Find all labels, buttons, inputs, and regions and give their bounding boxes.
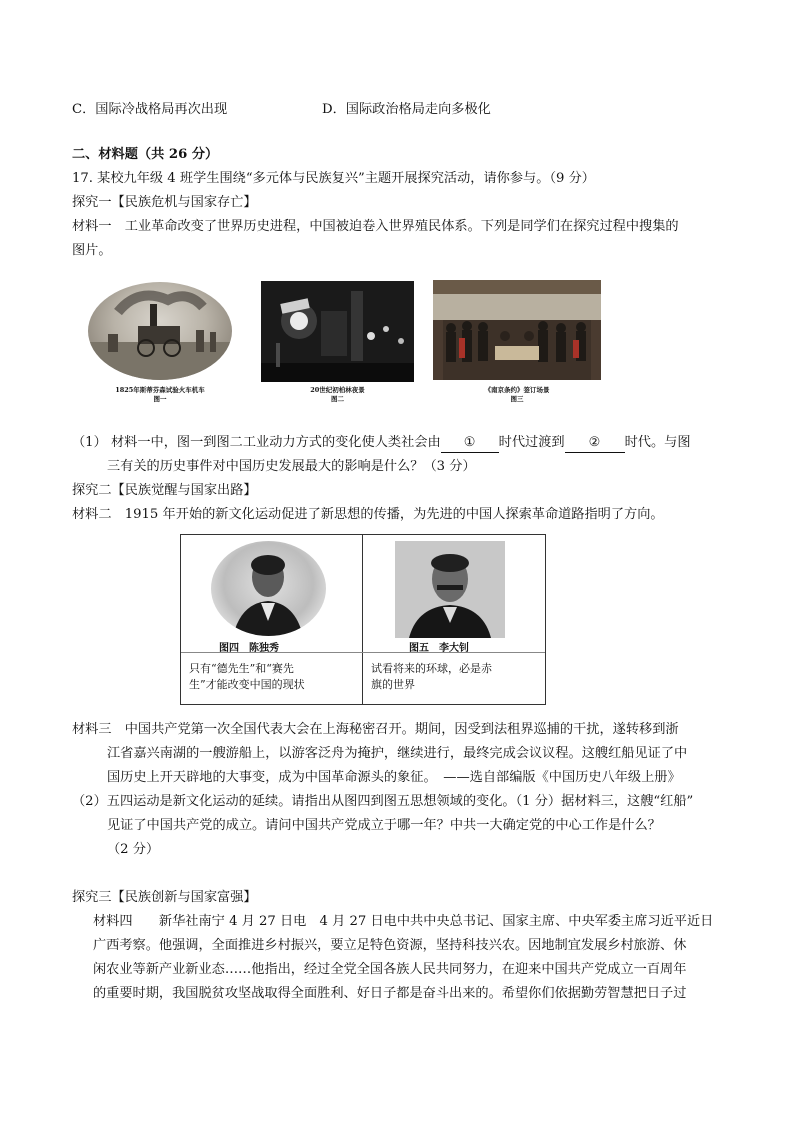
section-title: 二、材料题（共 26 分） — [72, 147, 219, 162]
option-d: D．国际政治格局走向多极化 — [322, 102, 491, 117]
explore-2-title: 探究二【民族觉醒与国家出路】 — [72, 483, 257, 498]
figure-4-quote-line-2: 生”才能改变中国的现状 — [189, 678, 305, 691]
question-1-line-2: 三有关的历史事件对中国历史发展最大的影响是什么？（3 分） — [107, 459, 476, 474]
explore-1-title: 探究一【民族危机与国家存亡】 — [72, 195, 257, 210]
figure-5-li-dazhao-portrait — [395, 541, 505, 638]
material-4-line-1: 材料四 新华社南宁 4 月 27 日电 4 月 27 日电中共中央总书记、国家主席、中央军委主席习近平近日 — [93, 914, 714, 929]
figure-5-quote-line-1: 试看将来的环球，必是赤 — [371, 662, 492, 675]
figure-1-locomotive-image — [88, 282, 232, 380]
option-c: C．国际冷战格局再次出现 — [72, 102, 228, 117]
material-3-line-1: 材料三 中国共产党第一次全国代表大会在上海秘密召开。期间，因受到法租界巡捕的干扰，遂转移到浙 — [72, 722, 679, 737]
explore-3-title: 探究三【民族创新与国家富强】 — [72, 890, 257, 905]
figure-2-caption: 20世纪初柏林夜景 — [310, 386, 365, 394]
material-1-line-2: 图片。 — [72, 243, 112, 258]
material-4-line-4: 的重要时期，我国脱贫攻坚战取得全面胜利、好日子都是奋斗出来的。希望你们依据勤劳智慧把日子过 — [93, 986, 687, 1001]
figure-3-treaty-signing-image — [433, 280, 601, 380]
material-3-line-2: 江省嘉兴南湖的一艘游船上，以游客泛舟为掩护，继续进行，最终完成会议议程。这艘红船见证了中 — [107, 746, 688, 761]
figure-5-label: 图五 李大钊 — [409, 643, 469, 654]
figures-4-5-table — [180, 534, 546, 705]
figure-5-quote-line-2: 旗的世界 — [371, 678, 415, 691]
figure-3-label: 图三 — [510, 395, 524, 403]
figure-2-label: 图二 — [331, 395, 344, 403]
question-2-line-3: （2 分） — [107, 842, 160, 857]
answer-blank-2[interactable]: ② — [565, 434, 625, 453]
figure-4-quote-line-1: 只有“德先生”和“赛先 — [189, 662, 294, 675]
question-1-line-1 — [72, 434, 691, 453]
question-1-text-b: 时代过渡到 — [498, 435, 565, 450]
figure-3-caption: 《南京条约》签订场景 — [484, 386, 550, 394]
material-1-line-1: 材料一 工业革命改变了世界历史进程，中国被迫卷入世界殖民体系。下列是同学们在探究过程中搜集的 — [72, 219, 679, 234]
question-17-intro: 17. 某校九年级 4 班学生围绕“多元体与民族复兴”主题开展探究活动，请你参与。（9 分） — [72, 171, 595, 186]
material-3-line-3: 国历史上开天辟地的大事变，成为中国革命源头的象征。 ——选自部编版《中国历史八年级上册》 — [107, 770, 681, 785]
question-1-text-a: （1） 材料一中，图一到图二工业动力方式的变化使人类社会由 — [72, 435, 441, 450]
question-2-line-2: 见证了中国共产党的成立。请问中国共产党成立于哪一年？中共一大确定党的中心工作是什么？ — [107, 818, 661, 833]
material-4-line-3: 闲农业等新产业新业态……他指出，经过全党全国各族人民共同努力，在迎来中国共产党成立一百周年 — [93, 962, 687, 977]
figure-4-chen-duxiu-portrait — [211, 541, 326, 636]
figure-4-label: 图四 陈独秀 — [219, 643, 279, 654]
material-2: 材料二 1915 年开始的新文化运动促进了新思想的传播，为先进的中国人探索革命道路指明了方向。 — [72, 507, 664, 522]
figure-2-berlin-night-image — [261, 281, 414, 382]
figure-1-label: 图一 — [153, 395, 167, 403]
material-4-line-2: 广西考察。他强调，全面推进乡村振兴，要立足特色资源，坚持科技兴农。因地制宜发展乡村旅游、休 — [93, 938, 687, 953]
answer-blank-1[interactable]: ① — [441, 434, 499, 453]
figure-1-caption: 1825年斯蒂芬森试验火车机车 — [115, 386, 205, 394]
question-2-line-1: （2）五四运动是新文化运动的延续。请指出从图四到图五思想领域的变化。（1 分）据材料三，这艘“红船” — [72, 794, 694, 809]
question-1-text-c: 时代。与图 — [624, 435, 691, 450]
